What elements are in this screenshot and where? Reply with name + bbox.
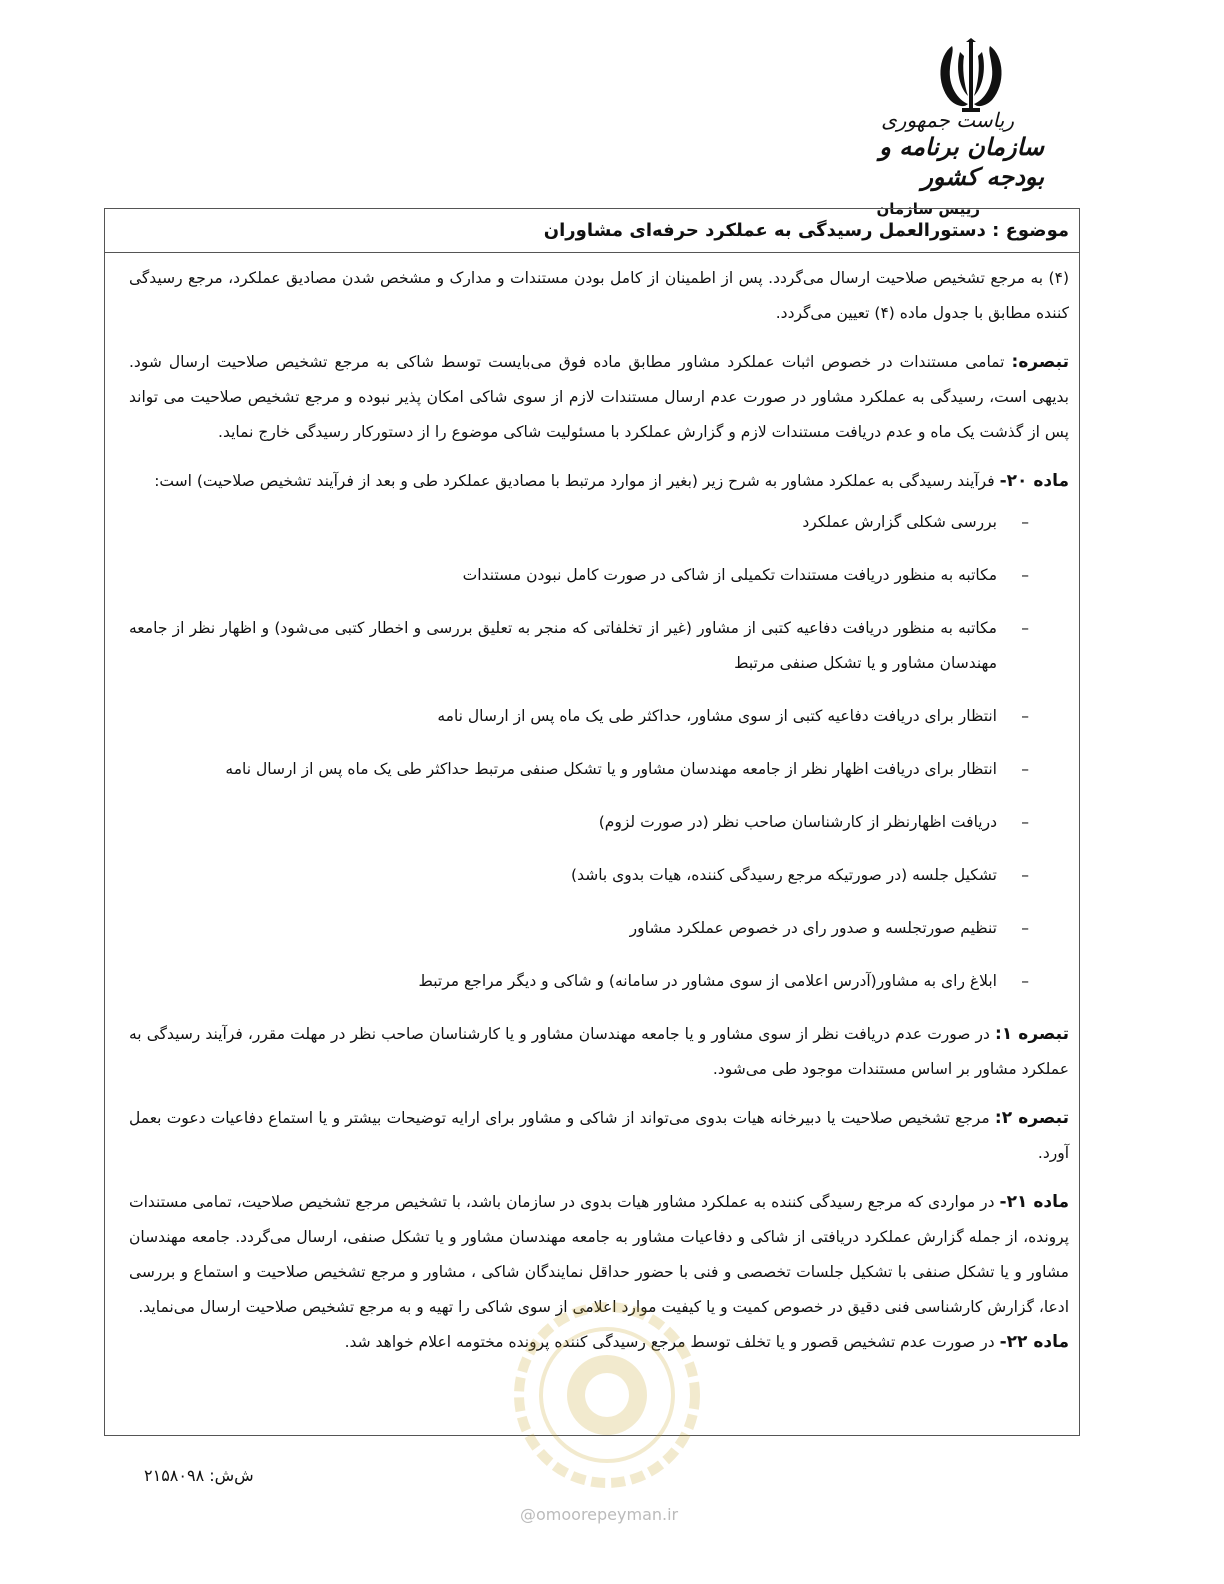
org-head: رییس سازمان — [876, 200, 980, 218]
note-1-label: تبصره ۱: — [995, 1024, 1069, 1044]
dash-bullet: – — [1021, 919, 1029, 937]
note-text: تمامی مستندات در خصوص اثبات عملکرد مشاور مطابق ماده فوق می‌بایست توسط شاکی به مرجع تشخیص صلاحیت ارسال شود. بدیهی است، رسیدگی به عملکرد مشاور در صورت عدم ارسال مستندات لازم از سوی شاکی امکان پذیر نبوده و مرجع تشخیص صلاحیت می تواند پس از گذشت یک ماه و عدم دریافت مستندات لازم و گزارش عملکرد با مسئولیت شاکی موضوع را از دستورکار رسیدگی خارج نماید. — [129, 353, 1069, 441]
list-item: – ابلاغ رای به مشاور(آدرس اعلامی از سوی مشاور در سامانه) و شاکی و دیگر مراجع مرتبط — [129, 964, 1069, 999]
note-2-label: تبصره ۲: — [994, 1108, 1069, 1128]
org-name: سازمان برنامه و بودجه کشور — [879, 132, 1044, 191]
list-item: – تنظیم صورتجلسه و صدور رای در خصوص عملکرد مشاور — [129, 911, 1069, 946]
list-item: – مکاتبه به منظور دریافت مستندات تکمیلی از شاکی در صورت کامل نبودن مستندات — [129, 558, 1069, 593]
list-item: – بررسی شکلی گزارش عملکرد — [129, 505, 1069, 540]
subject-title: موضوع : دستورالعمل رسیدگی به عملکرد حرفه‌ای مشاوران — [105, 209, 1079, 253]
dash-bullet: – — [1021, 972, 1029, 990]
organization-block — [824, 108, 1044, 220]
watermark-seal-icon — [512, 1300, 702, 1490]
note-2-paragraph — [129, 1101, 1069, 1171]
dash-bullet: – — [1021, 760, 1029, 778]
note-1-paragraph — [129, 1017, 1069, 1087]
document-reference-number: ش‌ش: ۲۱۵۸۰۹۸ — [144, 1466, 254, 1485]
list-item: – دریافت اظهارنظر از کارشناسان صاحب نظر (در صورت لزوم) — [129, 805, 1069, 840]
article-22-label: ماده ۲۲- — [999, 1332, 1069, 1352]
list-item: – مکاتبه به منظور دریافت دفاعیه کتبی از مشاور (غیر از تخلفاتی که منجر به تعلیق بررسی و اخطار کتبی می‌شود) و اظهار نظر از جامعه مهندسان مشاور و یا تشکل صنفی مرتبط — [129, 611, 1069, 681]
iran-emblem-icon — [930, 38, 1012, 114]
article-22-text: در صورت عدم تشخیص قصور و یا تخلف توسط مرجع رسیدگی کننده پرونده مختومه اعلام خواهد شد. — [344, 1333, 1000, 1351]
note-paragraph — [129, 345, 1069, 450]
article-20-heading — [129, 464, 1069, 499]
article-20-text: فرآیند رسیدگی به عملکرد مشاور به شرح زیر (بغیر از موارد مرتبط با مصادیق عملکرد طی و بعد از فرآیند تشخیص صلاحیت) است: — [154, 472, 1000, 490]
document-body — [105, 253, 1079, 1360]
note-label: تبصره: — [1011, 352, 1069, 372]
article-20-label: ماده ۲۰- — [999, 471, 1069, 491]
article-21-text: در مواردی که مرجع رسیدگی کننده به عملکرد مشاور هیات بدوی در سازمان باشد، با تشخیص مرجع تشخیص صلاحیت، تمامی مستندات پرونده، از جمله گزارش عملکرد دریافتی از شاکی و دفاعیات مشاور به جامعه مهندسان مشاور و یا تشکل صنفی، ارسال می‌گردد. جامعه مهندسان مشاور و یا تشکل صنفی با تشکیل جلسات تخصصی و فنی با حضور حداقل نمایندگان شاکی ، مشاور و مرجع تشخیص صلاحیت و استماع و بررسی ادعا، گزارش کارشناسی فنی دقیق در خصوص کمیت و یا کیفیت موارد اعلامی از سوی شاکی را تهیه و به مرجع تشخیص صلاحیت ارسال می‌نماید. — [129, 1193, 1069, 1316]
intro-paragraph: (۴) به مرجع تشخیص صلاحیت ارسال می‌گردد. پس از اطمینان از کامل بودن مستندات و مدارک و مشخص شدن مصادیق عملکرد، مرجع رسیدگی کننده مطابق با جدول ماده (۴) تعیین می‌گردد. — [129, 269, 1069, 322]
dash-bullet: – — [1021, 707, 1029, 725]
note-1-text: در صورت عدم دریافت نظر از سوی مشاور و یا جامعه مهندسان مشاور و یا کارشناسان صاحب نظر در مهلت مقرر، فرآیند رسیدگی به عملکرد مشاور بر اساس مستندات موجود طی می‌شود. — [129, 1025, 1069, 1078]
article-21-label: ماده ۲۱- — [999, 1192, 1069, 1212]
list-item: – انتظار برای دریافت دفاعیه کتبی از سوی مشاور، حداکثر طی یک ماه پس از ارسال نامه — [129, 699, 1069, 734]
dash-bullet: – — [1021, 866, 1029, 884]
process-steps-list — [129, 505, 1069, 999]
note-2-text: مرجع تشخیص صلاحیت یا دبیرخانه هیات بدوی می‌تواند از شاکی و مشاور برای ارایه توضیحات بیشتر و یا استماع دفاعیات دعوت بعمل آورد. — [129, 1109, 1069, 1162]
document-frame — [104, 208, 1080, 1436]
list-item: – انتظار برای دریافت اظهار نظر از جامعه مهندسان مشاور و یا تشکل صنفی مرتبط حداکثر طی یک ماه پس از ارسال نامه — [129, 752, 1069, 787]
dash-bullet: – — [1021, 566, 1029, 584]
dash-bullet: – — [1021, 813, 1029, 831]
list-item: – تشکیل جلسه (در صورتیکه مرجع رسیدگی کننده، هیات بدوی باشد) — [129, 858, 1069, 893]
dash-bullet: – — [1021, 619, 1029, 637]
dash-bullet: – — [1021, 513, 1029, 531]
watermark-url: @omoorepeyman.ir — [520, 1505, 679, 1524]
org-presidency: ریاست جمهوری — [881, 108, 1014, 132]
